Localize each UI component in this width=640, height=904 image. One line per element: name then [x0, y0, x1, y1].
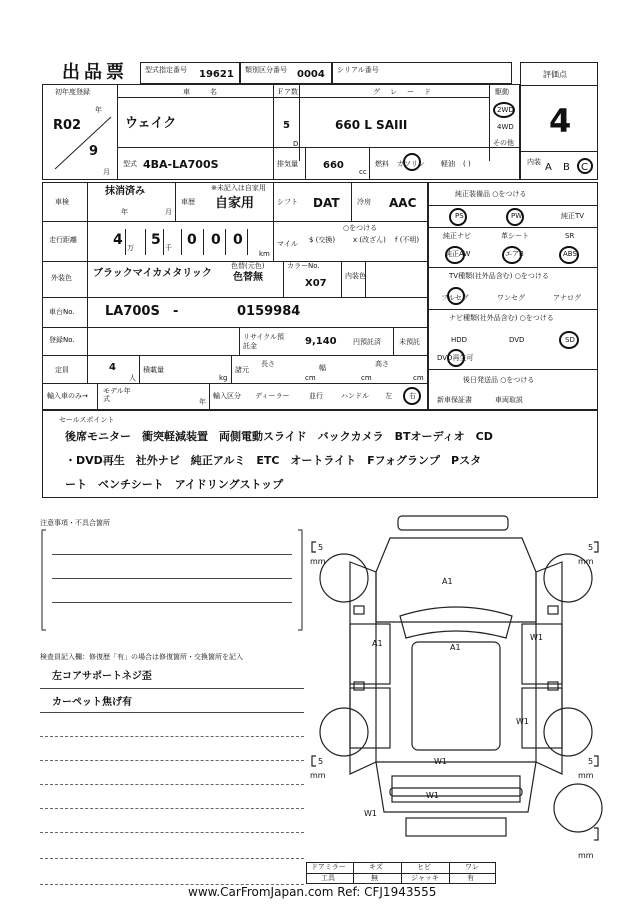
- shift-value: DAT: [313, 196, 340, 210]
- load-unit: kg: [219, 374, 228, 382]
- height-label: 高さ: [375, 360, 389, 368]
- sheet-title: 出品票: [62, 62, 128, 83]
- model-label: 型式: [123, 160, 137, 168]
- inspector-line: [40, 808, 304, 809]
- width-label: 幅: [319, 364, 326, 372]
- after-title: 後日発送品 ○をつける: [463, 376, 535, 384]
- fuel-label: 燃料: [375, 160, 389, 168]
- inspection-block: [42, 182, 428, 410]
- class-value: 0004: [297, 69, 325, 80]
- equip-tv: 純正TV: [561, 212, 585, 220]
- inspector-note: カーペット焦げ有: [52, 697, 132, 708]
- equip-navi: 純正ナビ: [443, 232, 471, 240]
- drive-2wd: 2WD: [497, 106, 514, 114]
- tv-title: TV種類(社外品含む) ○をつける: [449, 272, 549, 280]
- fuel-circle: [403, 153, 421, 171]
- inspector-line: [40, 784, 304, 785]
- chassis-label: 車台No.: [49, 308, 75, 316]
- equip-airbag: エアB: [505, 250, 524, 258]
- tread-value: 5: [588, 757, 594, 766]
- legend-break: ワレ: [465, 863, 479, 871]
- equip-leather: 革シート: [501, 232, 529, 240]
- first-reg-label: 初年度登録: [55, 88, 90, 96]
- mileage-digit: 4: [113, 232, 123, 248]
- damage-mark: W1: [426, 791, 439, 800]
- legend-table: [306, 862, 496, 884]
- first-reg-slash: [51, 113, 115, 173]
- legend-tools-value: 無: [371, 874, 378, 882]
- fuel-diesel: 軽油: [441, 160, 455, 168]
- navi-sd: SD: [565, 336, 575, 344]
- equipment-block: [428, 182, 598, 410]
- damage-mark: A1: [450, 643, 461, 652]
- drive-2wd-circle: [493, 102, 515, 118]
- car-name-label: 車名: [183, 88, 237, 96]
- month-unit: 月: [103, 168, 110, 176]
- mileage-unit-man: 万: [127, 244, 134, 252]
- equip-ps-circle: [449, 208, 467, 226]
- handle-right-circle: [403, 387, 421, 405]
- notes-line: [52, 578, 292, 579]
- meter-opt-exchange: $ (交換): [309, 236, 336, 244]
- equip-aw: 純正AW: [445, 250, 471, 258]
- displacement-value: 660: [323, 160, 344, 171]
- ac-value: AAC: [389, 196, 417, 210]
- inspect-year-unit: 年: [121, 208, 128, 216]
- history-label: 車歴: [181, 198, 195, 206]
- capacity-label: 定員: [55, 366, 69, 374]
- length-label: 長さ: [261, 360, 275, 368]
- notes-bracket: [40, 528, 304, 632]
- sales-label: セールスポイント: [59, 416, 115, 424]
- width-unit: cm: [361, 374, 372, 382]
- load-label: 積載量: [143, 366, 164, 374]
- capacity-unit: 人: [129, 374, 136, 382]
- tread-unit: mm: [578, 851, 594, 860]
- tread-unit: mm: [578, 557, 594, 566]
- model-cert-value: 19621: [199, 69, 234, 80]
- color-code-label: カラーNo.: [287, 262, 320, 270]
- notes-line: [52, 554, 292, 555]
- score-box: [520, 62, 598, 180]
- inspect-label: 車検: [55, 198, 69, 206]
- dvd-playback: DVD再生可: [437, 354, 474, 362]
- damage-mark: W1: [434, 757, 447, 766]
- color-change-value: 色替無: [233, 272, 263, 283]
- equip-airbag-circle: [502, 246, 522, 264]
- inspector-line: [40, 688, 304, 689]
- damage-mark: A1: [372, 639, 383, 648]
- equip-abs-circle: [559, 246, 579, 264]
- inspector-label: 検査員記入欄：修復歴「有」の場合は修復箇所・交換箇所を記入: [40, 653, 243, 661]
- interior-grade-a: A: [545, 162, 552, 173]
- self-use-note: ※未記入は自家用: [211, 184, 266, 192]
- sales-points-block: [42, 410, 598, 498]
- reg-label: 登録No.: [49, 336, 75, 344]
- handle-label: ハンドル: [341, 392, 369, 400]
- legend-scratch: キズ: [369, 863, 383, 871]
- tread-unit: mm: [578, 771, 594, 780]
- score-value: 4: [549, 102, 572, 140]
- tread-unit: mm: [310, 557, 326, 566]
- inspector-note: 左コアサポートネジ歪: [52, 671, 152, 682]
- interior-grade-circle: [577, 158, 593, 174]
- ac-label: 冷房: [357, 198, 371, 206]
- sales-line: ート ベンチシート アイドリングストップ: [65, 478, 284, 491]
- drive-label: 駆動: [495, 88, 509, 96]
- recycle-label: リサイクル預託金: [243, 333, 285, 351]
- import-dealer: ディーラー: [255, 392, 290, 400]
- navi-hdd: HDD: [451, 336, 468, 344]
- navi-sd-circle: [559, 331, 579, 349]
- doors-value: 5: [283, 120, 290, 131]
- legend-jack: ジャッキ: [411, 874, 439, 882]
- tread-value: 5: [318, 757, 324, 766]
- interior-label: 内装: [527, 158, 541, 166]
- fuel-gasoline: ガソリン: [397, 160, 425, 168]
- tv-fullseg: フルセグ: [441, 294, 469, 302]
- legend-tools: 工具: [321, 874, 335, 882]
- mileage-digit: 0: [187, 232, 197, 248]
- color-code-value: X07: [305, 278, 327, 289]
- damage-mark: W1: [364, 809, 377, 818]
- inspect-value: 抹消済み: [105, 186, 145, 197]
- doors-suffix: D: [293, 140, 299, 148]
- chassis-number: 0159984: [237, 304, 301, 319]
- chassis-prefix: LA700S: [105, 304, 160, 319]
- serial-label: シリアル番号: [337, 66, 379, 74]
- inspector-line: [40, 712, 304, 713]
- equip-pw-circle: [506, 208, 524, 226]
- vehicle-basic-block: [42, 84, 520, 180]
- mileage-digit: 0: [211, 232, 221, 248]
- inspect-month-unit: 月: [165, 208, 172, 216]
- sales-line: 後席モニター 衝突軽減装置 両側電動スライド バックカメラ BTオーディオ CD: [65, 430, 493, 443]
- dims-label: 諸元: [235, 366, 249, 374]
- model-value: 4BA-LA700S: [143, 158, 219, 171]
- drive-other: その他: [493, 139, 514, 147]
- fuel-other: ( ): [463, 160, 471, 168]
- model-year-unit: 年: [199, 398, 206, 406]
- recycle-not: 未預託: [399, 338, 420, 346]
- class-box: [240, 62, 332, 84]
- tv-fullseg-circle: [447, 287, 465, 305]
- capacity-value: 4: [109, 362, 116, 373]
- color-value: ブラックマイカメタリック: [93, 268, 212, 279]
- height-unit: cm: [413, 374, 424, 382]
- mileage-digit: 5: [151, 232, 161, 248]
- inspector-line: [40, 736, 304, 737]
- damage-mark: W1: [530, 633, 543, 642]
- history-value: 自家用: [215, 196, 255, 211]
- equip-aw-circle: [445, 246, 465, 264]
- dvd-playback-circle: [447, 349, 465, 367]
- after-manual: 車両取説: [495, 396, 523, 404]
- model-year-label: モデル年式: [103, 387, 131, 404]
- interior-color-label: 内装色: [345, 272, 366, 280]
- navi-title: ナビ種類(社外品含む) ○をつける: [449, 314, 554, 322]
- footer-ref: www.CarFromJapan.com Ref: CFJ1943555: [188, 885, 437, 899]
- handle-left: 左: [385, 392, 392, 400]
- damage-mark: W1: [516, 717, 529, 726]
- after-warranty: 新車保証書: [437, 396, 472, 404]
- interior-grade-c: C: [581, 162, 588, 173]
- equip-pw: PW: [511, 212, 523, 220]
- meter-opt-unknown: f (不明): [395, 236, 420, 244]
- tv-analog: アナログ: [553, 294, 581, 302]
- serial-box: [332, 62, 512, 84]
- drive-4wd: 4WD: [497, 123, 514, 131]
- car-diagram: [306, 512, 606, 884]
- sales-line: ・DVD再生 社外ナビ 純正アルミ ETC オートライト Fフォグランプ Pスタ: [65, 454, 482, 467]
- inspector-line: [40, 858, 304, 859]
- inspector-line: [40, 832, 304, 833]
- class-label: 類別区分番号: [245, 66, 287, 74]
- recycle-unit: 円預託済: [353, 338, 381, 346]
- import-type-label: 輸入区分: [213, 392, 241, 400]
- recycle-value: 9,140: [305, 336, 337, 347]
- mileage-digits: [105, 229, 275, 255]
- interior-grade-b: B: [563, 162, 570, 173]
- grade-label: グレード: [373, 88, 441, 96]
- legend-crack: ヒビ: [417, 863, 431, 871]
- grade-value: 660 L SAIII: [335, 118, 408, 132]
- first-reg-year: R02: [53, 118, 82, 133]
- equipment-title: 純正装備品 ○をつける: [455, 190, 527, 198]
- tv-oneseg: ワンセグ: [497, 294, 525, 302]
- inspector-line: [40, 760, 304, 761]
- doors-label: Ｆア数: [277, 88, 298, 96]
- legend-jack-value: 有: [467, 874, 474, 882]
- damage-mark: A1: [442, 577, 453, 586]
- score-label: 評価点: [543, 70, 567, 79]
- model-cert-label: 型式指定番号: [145, 66, 187, 74]
- displacement-label: 排気量: [277, 160, 298, 168]
- displacement-unit: cc: [359, 168, 367, 176]
- year-unit: 年: [95, 106, 102, 114]
- color-label: 外装色: [51, 274, 72, 282]
- shift-label: シフト: [277, 198, 298, 206]
- mileage-digit: 0: [233, 232, 243, 248]
- import-label: 輸入車のみ→: [47, 392, 88, 400]
- model-cert-box: [140, 62, 240, 84]
- meter-note: ○をつける: [343, 224, 378, 232]
- mileage-unit-sen: 千: [165, 244, 172, 252]
- handle-right: 右: [409, 392, 416, 400]
- length-unit: cm: [305, 374, 316, 382]
- km-unit: km: [259, 250, 270, 258]
- tread-value: 5: [318, 543, 324, 552]
- notes-line: [52, 602, 292, 603]
- first-reg-month: 9: [89, 144, 99, 159]
- tread-value: 5: [588, 543, 594, 552]
- mileage-label: 走行距離: [49, 236, 77, 244]
- chassis-dash: -: [173, 304, 179, 319]
- equip-abs: ABS: [563, 250, 577, 258]
- mile-label: マイル: [277, 240, 298, 248]
- meter-opt-tamper: x (改ざん): [353, 236, 386, 244]
- navi-dvd: DVD: [509, 336, 525, 344]
- equip-ps: PS: [455, 212, 464, 220]
- tread-unit: mm: [310, 771, 326, 780]
- notes-label: 注意事項・不具合箇所: [40, 519, 110, 527]
- import-parallel: 並行: [309, 392, 323, 400]
- car-name: ウェイク: [125, 116, 177, 131]
- equip-sr: SR: [565, 232, 575, 240]
- legend-mirror: ドアミラー: [311, 863, 346, 871]
- color-change-label: 色替(元色): [231, 262, 265, 270]
